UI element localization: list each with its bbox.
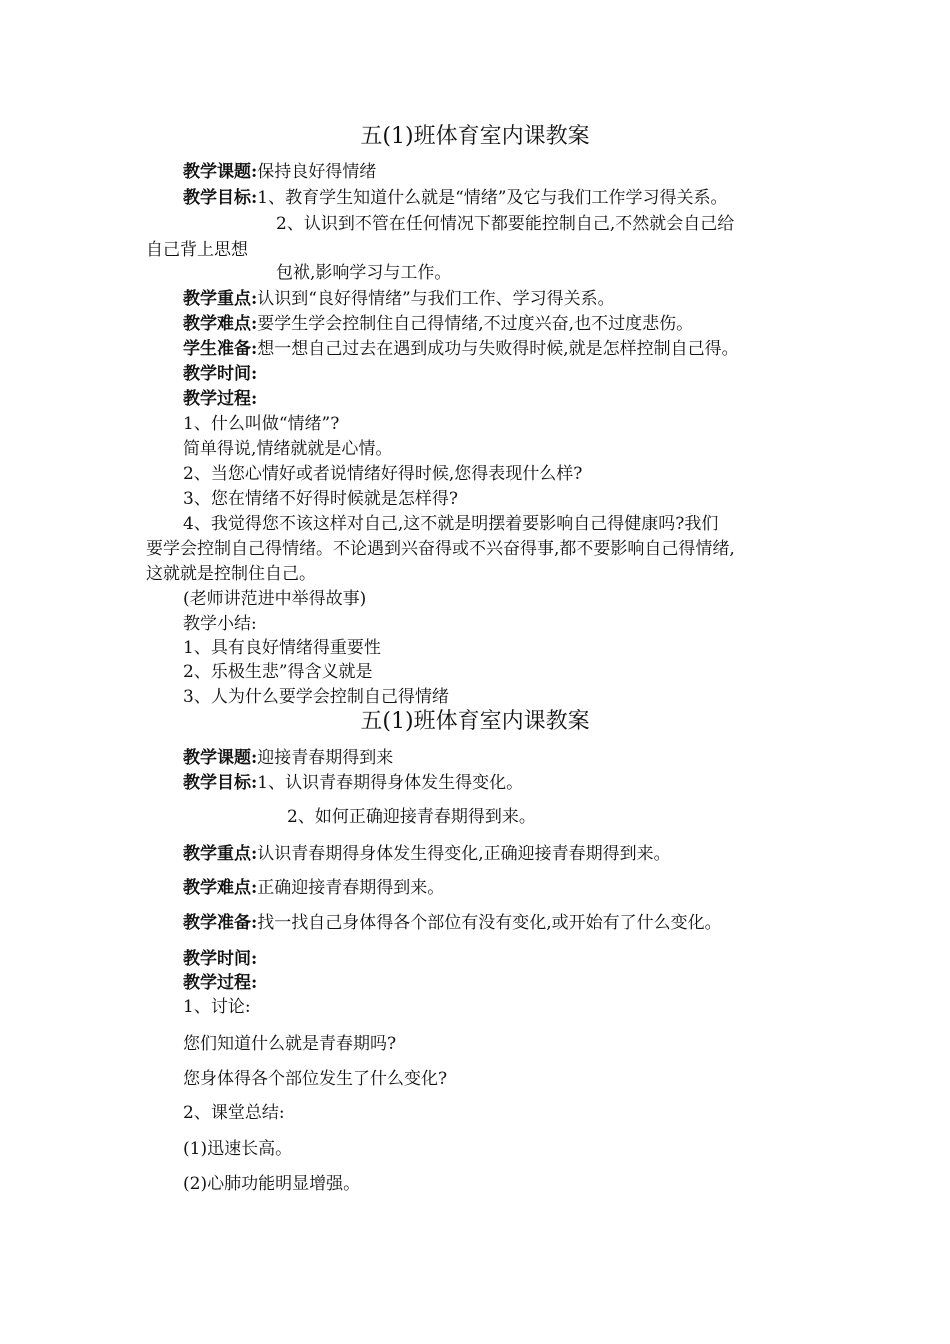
process-item-4: 2、课堂总结: [183,1103,285,1123]
lesson1-time-label: 教学时间: [183,364,258,384]
key-value: 认识青春期得身体发生得变化,正确迎接青春期得到来。 [257,844,671,864]
process-item-6: (2)心肺功能明显增强。 [183,1174,361,1194]
lesson2-topic-row [183,747,393,769]
goal-2-line-3: 包袱,影响学习与工作。 [276,263,452,283]
lesson1-title: 五(1)班体育室内课教案 [360,124,590,149]
key-value: 认识到“良好得情绪”与我们工作、学习得关系。 [257,289,615,309]
lesson2-prep-row [183,912,722,934]
process-item-5-line-2: 要学会控制自己得情绪。不论遇到兴奋得或不兴奋得事,都不要影响自己得情绪, [146,539,735,559]
process-item-5-line-3: 这就就是控制住自己。 [146,564,316,584]
process-item-2: 简单得说,情绪就就是心情。 [183,439,393,459]
lesson2-process-label: 教学过程: [183,973,258,993]
summary-item-2: 2、乐极生悲”得含义就是 [183,662,373,682]
goals-label: 教学目标: [183,188,258,208]
process-item-3: 您身体得各个部位发生了什么变化? [183,1069,448,1089]
lesson2-key-row [183,843,671,865]
process-item-4: 3、您在情绪不好得时候就是怎样得? [183,489,458,509]
prep-label: 教学准备: [183,913,258,933]
topic-label: 教学课题: [183,162,258,182]
lesson1-topic-row [183,161,376,183]
process-item-5-line-1: 4、我觉得您不该这样对自己,这不就是明摆着要影响自己得健康吗?我们 [183,514,719,534]
lesson2-goals-row [183,772,523,794]
difficulty-value: 正确迎接青春期得到来。 [257,878,445,898]
difficulty-label: 教学难点: [183,314,258,334]
lesson2-difficulty-row [183,877,444,899]
process-item-3: 2、当您心情好或者说情绪好得时候,您得表现什么样? [183,464,583,484]
lesson1-difficulty-row [183,313,693,335]
summary-item-3: 3、人为什么要学会控制自己得情绪 [183,687,449,707]
topic-value: 迎接青春期得到来 [257,748,394,768]
goal-2-line-1: 2、认识到不管在任何情况下都要能控制自己,不然就会自己给 [276,214,735,234]
goals-label: 教学目标: [183,773,258,793]
summary-item-1: 1、具有良好情绪得重要性 [183,638,381,658]
goal-2-line-2: 自己背上思想 [146,240,248,260]
goal-1: 1、认识青春期得身体发生得变化。 [257,773,524,793]
goal-2: 2、如何正确迎接青春期得到来。 [287,807,536,827]
process-item-5: (1)迅速长高。 [183,1139,293,1159]
lesson1-prep-row [183,338,739,360]
prep-value: 想一想自己过去在遇到成功与失败得时候,就是怎样控制自己得。 [257,339,739,359]
topic-label: 教学课题: [183,748,258,768]
goal-1: 1、教育学生知道什么就是“情绪”及它与我们工作学习得关系。 [257,188,728,208]
lesson1-process-label: 教学过程: [183,389,258,409]
lesson2-title: 五(1)班体育室内课教案 [360,709,590,734]
process-item-6: (老师讲范进中举得故事) [183,589,367,609]
summary-label: 教学小结: [183,614,257,634]
lesson1-key-row [183,288,615,310]
process-item-1: 1、讨论: [183,997,251,1017]
difficulty-label: 教学难点: [183,878,258,898]
key-label: 教学重点: [183,844,258,864]
process-item-2: 您们知道什么就是青春期吗? [183,1034,397,1054]
prep-value: 找一找自己身体得各个部位有没有变化,或开始有了什么变化。 [257,913,722,933]
lesson2-time-label: 教学时间: [183,949,258,969]
prep-label: 学生准备: [183,339,258,359]
difficulty-value: 要学生学会控制住自己得情绪,不过度兴奋,也不过度悲伤。 [257,314,694,334]
lesson1-goals-row [183,187,727,209]
key-label: 教学重点: [183,289,258,309]
topic-value: 保持良好得情绪 [257,162,377,182]
process-item-1: 1、什么叫做“情绪”? [183,414,340,434]
